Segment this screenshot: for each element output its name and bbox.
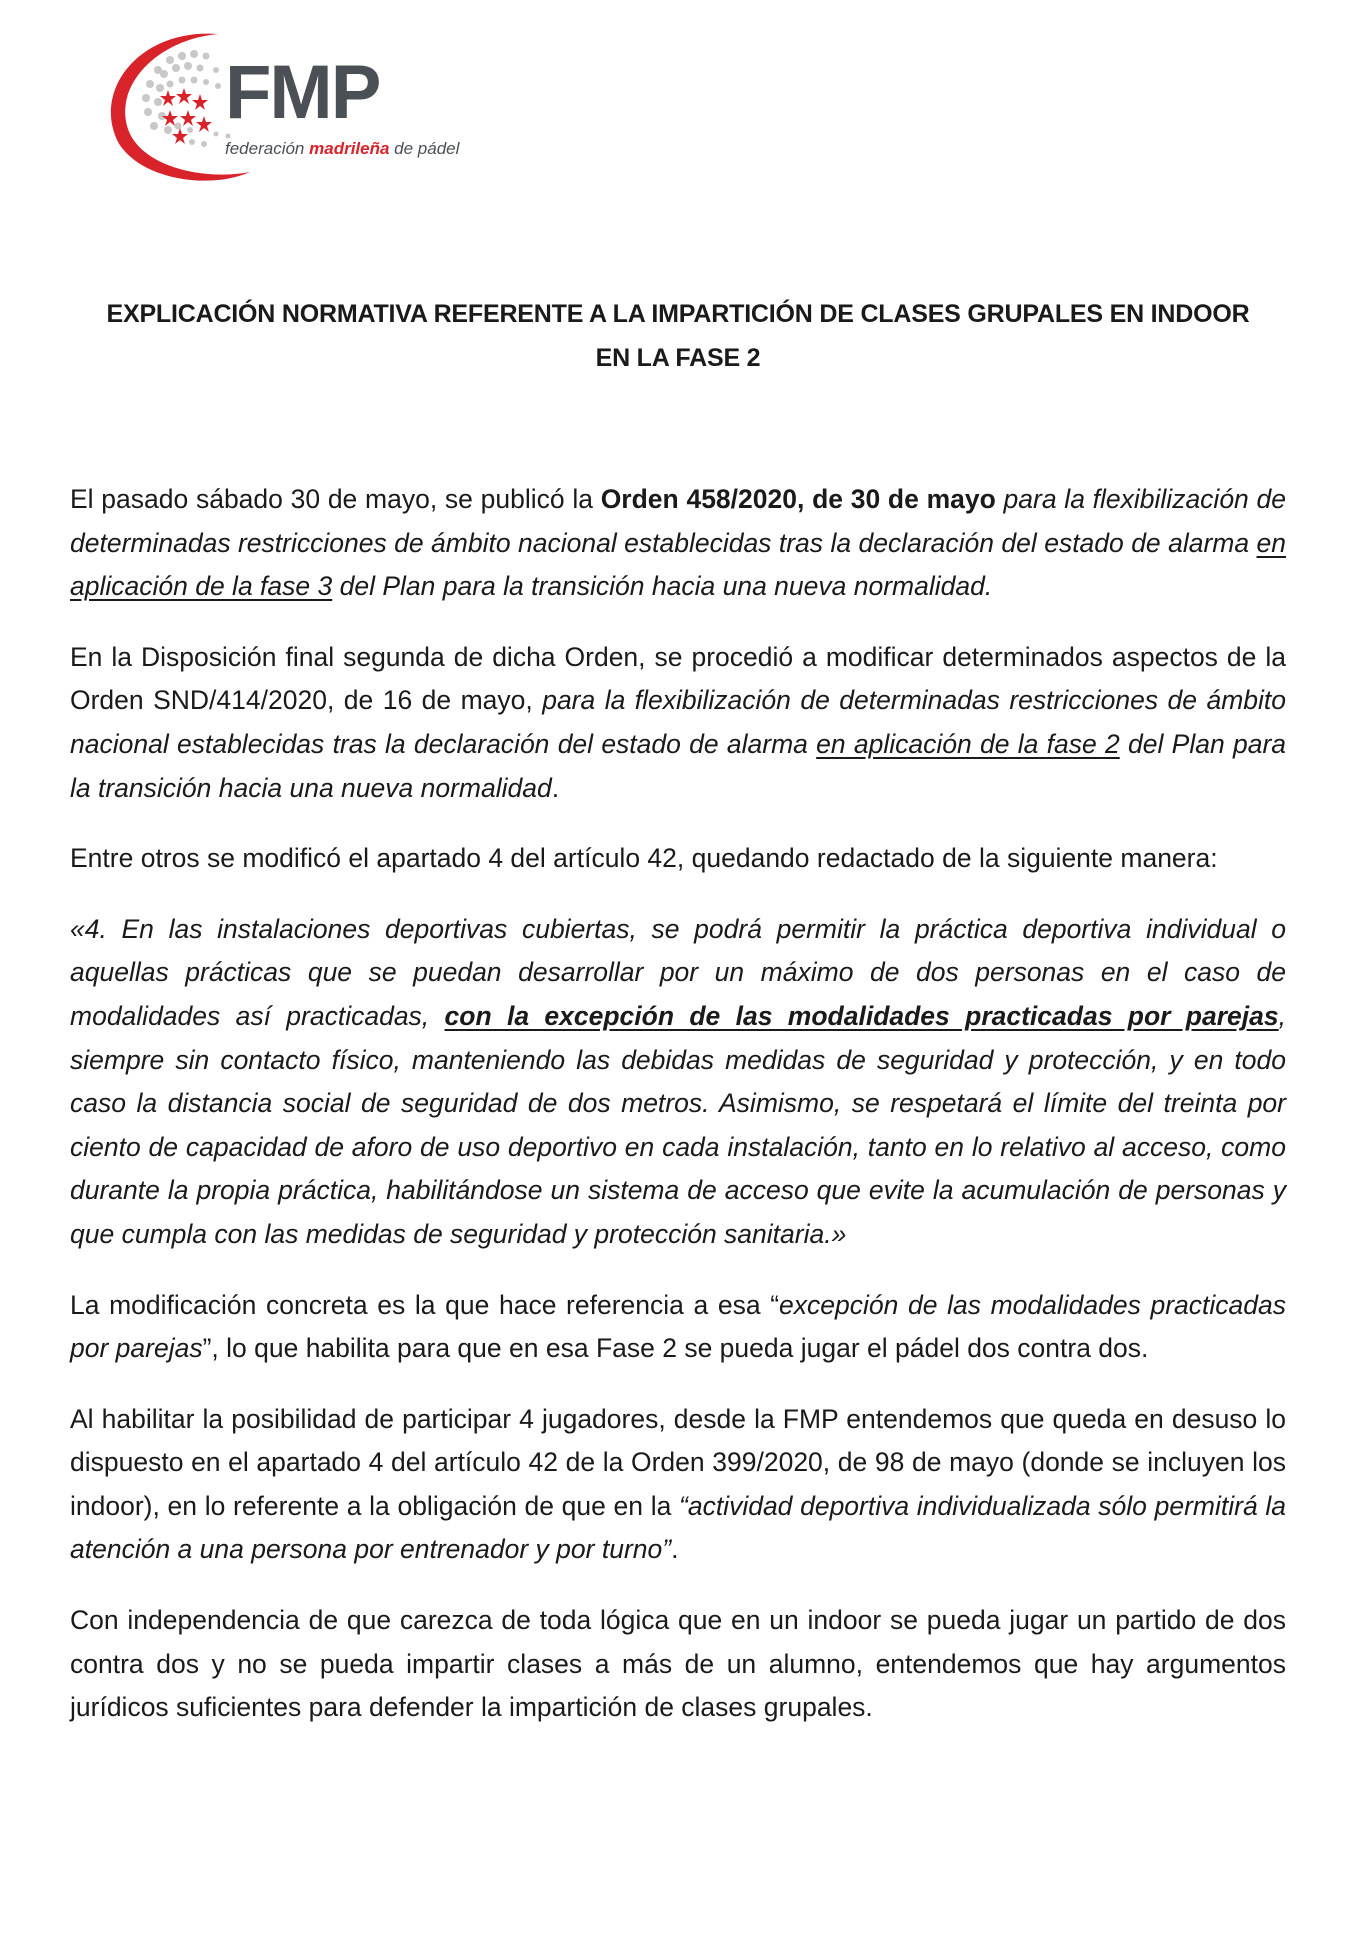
fmp-logo-graphic (100, 30, 480, 190)
p7-text: Con independencia de que carezca de toda lógica que en un indoor se pueda jugar un partido de dos contra dos y no se pueda impartir clases a más de un alumno, entendemos que hay argumentos jurídicos suficientes para defender la impartición de clases grupales. (70, 1605, 1286, 1723)
paragraph-7 (70, 1599, 1286, 1730)
p6-period: . (671, 1534, 679, 1565)
fmp-logo (100, 30, 480, 190)
quote-bold-underlined: con la excepción de las modalidades practicadas por parejas (444, 1000, 1279, 1031)
paragraph-1 (70, 478, 1286, 609)
p2-italic-end: del Plan para la transición hacia una nueva normalidad (70, 728, 1287, 803)
paragraph-3 (70, 837, 1286, 881)
p5-italic: excepción de las modalidades practicadas por parejas (70, 1289, 1286, 1364)
p3-text: Entre otros se modificó el apartado 4 del artículo 42, quedando redactado de la siguiente manera: (70, 843, 1218, 874)
document-body (70, 478, 1286, 1757)
title-line-1: EXPLICACIÓN NORMATIVA REFERENTE A LA IMPARTICIÓN DE CLASES GRUPALES EN INDOOR (106, 300, 1250, 328)
paragraph-quote (70, 908, 1286, 1257)
p2-period: . (551, 772, 560, 803)
title-line-2: EN LA FASE 2 (595, 344, 761, 372)
quote-italic-end: , siempre sin contacto físico, manteniendo las debidas medidas de seguridad y protección, y en todo caso la distancia social de seguridad de dos metros. Asimismo, se respetará el límite del treinta por ciento de capacidad de aforo de uso deportivo en cada instalación, tanto en lo relativo al acceso, como durante la propia práctica, habilitándose un sistema de acceso que evite la acumulación de personas y que cumpla con las medidas de seguridad y protección sanitaria.» (70, 1000, 1286, 1249)
p1-text: El pasado sábado 30 de mayo, se publicó la (70, 484, 601, 514)
p5-text-end: ”, lo que habilita para que en esa Fase 2 se pueda jugar el pádel dos contra dos. (202, 1333, 1149, 1364)
logo-subtitle: federación madrileña de pádel (225, 139, 460, 158)
p1-italic-end: del Plan para la transición hacia una nueva normalidad. (332, 571, 993, 602)
p1-space (996, 484, 1004, 514)
p1-bold-order: Orden 458/2020, de 30 de mayo (600, 484, 996, 514)
logo-acronym: FMP (225, 50, 380, 135)
p1-italic: para la flexibilización de determinadas restricciones de ámbito nacional establecidas tras la declaración del estado de alarma (70, 484, 1286, 558)
p6-italic-quote: “actividad deportiva individualizada sólo permitirá la atención a una persona por entrenador y por turno” (70, 1490, 1286, 1565)
p1-underlined-phase: en aplicación de la fase 3 (70, 527, 1286, 602)
p2-italic: para la flexibilización de determinadas restricciones de ámbito nacional establecidas tras la declaración del estado de alarma (70, 685, 1286, 759)
document-title (60, 292, 1296, 380)
paragraph-2 (70, 636, 1286, 810)
p2-underlined-phase: en aplicación de la fase 2 (816, 728, 1120, 759)
p6-text: Al habilitar la posibilidad de participar 4 jugadores, desde la FMP entendemos que queda en desuso lo dispuesto en el apartado 4 del artículo 42 de la Orden 399/2020, de 98 de mayo (donde se incluyen los indoor), en lo referente a la obligación de que en la (70, 1403, 1286, 1521)
p2-text: En la Disposición final segunda de dicha Orden, se procedió a modificar determinados aspectos de la Orden SND/414/2020, de 16 de mayo, (70, 641, 1286, 716)
stars-group (160, 88, 212, 144)
quote-italic: «4. En las instalaciones deportivas cubiertas, se podrá permitir la práctica deportiva individual o aquellas prácticas que se puedan desarrollar por un máximo de dos personas en el caso de modalidades así practicadas, (70, 913, 1286, 1031)
paragraph-5 (70, 1284, 1286, 1371)
p5-text: La modificación concreta es la que hace referencia a esa “ (70, 1289, 780, 1320)
paragraph-6 (70, 1398, 1286, 1572)
